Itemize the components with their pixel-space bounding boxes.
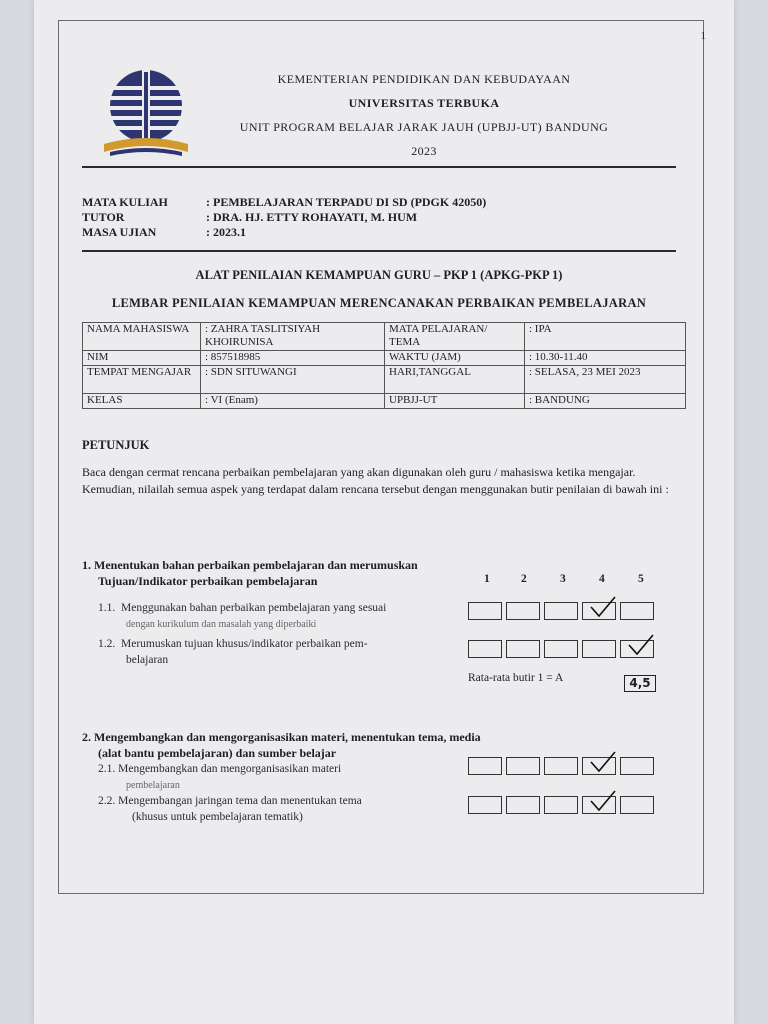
rating-box-4[interactable] — [582, 796, 616, 814]
name-label: NAMA MAHASISWA — [83, 323, 201, 351]
instructions-heading: PETUNJUK — [82, 438, 150, 452]
rating-box-2[interactable] — [506, 796, 540, 814]
scale-1: 1 — [484, 573, 490, 585]
rating-box-5[interactable] — [620, 602, 654, 620]
rating-boxes-1-1 — [468, 602, 654, 620]
unit-name: UNIT PROGRAM BELAJAR JARAK JAUH (UPBJJ-UT) BANDUNG — [239, 120, 609, 134]
check-mark-icon — [589, 750, 617, 774]
course-label: MATA KULIAH — [82, 195, 168, 209]
header-divider — [82, 166, 676, 168]
rating-box-4[interactable] — [582, 757, 616, 775]
place-label: TEMPAT MENGAJAR — [83, 366, 201, 394]
info-divider — [82, 250, 676, 252]
time-label: WAKTU (JAM) — [385, 351, 525, 366]
rating-box-5[interactable] — [620, 796, 654, 814]
rating-box-2[interactable] — [506, 757, 540, 775]
document-page — [34, 0, 734, 1024]
date-label: HARI,TANGGAL — [385, 366, 525, 394]
rating-box-2[interactable] — [506, 640, 540, 658]
university-logo-icon — [100, 66, 192, 162]
item-1-1 — [98, 600, 386, 633]
section-2-line-1: 2. Mengembangkan dan mengorganisasikan materi, menentukan tema, media — [82, 730, 481, 744]
rating-box-2[interactable] — [506, 602, 540, 620]
document-subtitle: LEMBAR PENILAIAN KEMAMPUAN MERENCANAKAN PERBAIKAN PEMBELAJARAN — [111, 296, 647, 310]
average-label: Rata-rata butir 1 = A — [468, 672, 564, 684]
item-1-2-text-2: belajaran — [126, 654, 169, 666]
upbjj-label: UPBJJ-UT — [385, 394, 525, 409]
item-2-2-text-2: (khusus untuk pembelajaran tematik) — [132, 811, 303, 823]
course-info — [82, 195, 486, 240]
header-year: 2023 — [411, 144, 437, 158]
tutor-label: TUTOR — [82, 210, 125, 224]
document-title: ALAT PENILAIAN KEMAMPUAN GURU – PKP 1 (APKG-PKP 1) — [195, 268, 563, 282]
rating-box-3[interactable] — [544, 640, 578, 658]
nim-value: : 857518985 — [201, 351, 385, 366]
place-value: : SDN SITUWANGI — [201, 366, 385, 394]
tutor-value: : DRA. HJ. ETTY ROHAYATI, M. HUM — [206, 210, 418, 224]
rating-box-3[interactable] — [544, 796, 578, 814]
check-mark-icon — [589, 789, 617, 813]
item-1-2 — [98, 636, 368, 668]
item-1-1-text-2: dengan kurikulum dan masalah yang diperbaiki — [126, 619, 317, 630]
section-1-line-1: 1. Menentukan bahan perbaikan pembelajaran dan merumuskan — [82, 558, 418, 572]
instructions-text: Baca dengan cermat rencana perbaikan pembelajaran yang akan digunakan oleh guru / mahasiswa ketika mengajar. Kemudian, nilailah semua aspek yang terdapat dalam rencana tersebut dengan menggunakan butir penilaian di bawah ini : — [82, 465, 669, 496]
rating-box-1[interactable] — [468, 602, 502, 620]
rating-box-5[interactable] — [620, 640, 654, 658]
rating-box-1[interactable] — [468, 796, 502, 814]
rating-boxes-1-2 — [468, 640, 654, 658]
average-value: 4,5 — [624, 675, 656, 692]
class-value: : VI (Enam) — [201, 394, 385, 409]
section-1-title — [82, 557, 418, 589]
scale-2: 2 — [521, 573, 527, 585]
rating-box-4[interactable] — [582, 640, 616, 658]
date-value: : SELASA, 23 MEI 2023 — [525, 366, 686, 394]
exam-period-value: : 2023.1 — [206, 225, 246, 239]
item-1-1-text: Menggunakan bahan perbaikan pembelajaran yang sesuai — [121, 602, 387, 614]
ministry-name: KEMENTERIAN PENDIDIKAN DAN KEBUDAYAAN — [277, 72, 571, 86]
item-2-2-text: Mengembangan jaringan tema dan menentukan tema — [118, 795, 362, 807]
page-number: 1 — [700, 30, 706, 42]
item-2-2 — [98, 793, 362, 825]
item-2-1-number: 2.1. — [98, 763, 116, 775]
time-value: : 10.30-11.40 — [525, 351, 686, 366]
university-name: UNIVERSITAS TERBUKA — [348, 96, 500, 110]
rating-box-3[interactable] — [544, 757, 578, 775]
scale-3: 3 — [560, 573, 566, 585]
check-mark-icon — [627, 633, 655, 657]
upbjj-value: : BANDUNG — [525, 394, 686, 409]
item-2-1-text: Mengembangkan dan mengorganisasikan materi — [118, 763, 342, 775]
item-2-1 — [98, 761, 341, 794]
section-1-line-2: Tujuan/Indikator perbaikan pembelajaran — [98, 574, 318, 588]
check-mark-icon — [589, 595, 617, 619]
rating-boxes-2-2 — [468, 796, 654, 814]
subject-label: MATA PELAJARAN/ TEMA — [385, 323, 525, 351]
name-value: : ZAHRA TASLITSIYAH KHOIRUNISA — [201, 323, 385, 351]
item-1-2-number: 1.2. — [98, 638, 116, 650]
item-1-1-number: 1.1. — [98, 602, 116, 614]
class-label: KELAS — [83, 394, 201, 409]
section-2-line-2: (alat bantu pembelajaran) dan sumber belajar — [98, 746, 337, 760]
nim-label: NIM — [83, 351, 201, 366]
rating-box-4[interactable] — [582, 602, 616, 620]
scale-5: 5 — [638, 573, 644, 585]
rating-boxes-2-1 — [468, 757, 654, 775]
scale-4: 4 — [599, 573, 605, 585]
exam-period-label: MASA UJIAN — [82, 225, 157, 239]
course-value: : PEMBELAJARAN TERPADU DI SD (PDGK 42050) — [206, 195, 487, 209]
item-1-2-text: Merumuskan tujuan khusus/indikator perbaikan pem- — [121, 638, 368, 650]
item-2-2-number: 2.2. — [98, 795, 116, 807]
rating-box-5[interactable] — [620, 757, 654, 775]
subject-value: : IPA — [525, 323, 686, 351]
item-2-1-text-2: pembelajaran — [126, 780, 180, 791]
identity-table — [82, 322, 686, 409]
rating-box-1[interactable] — [468, 757, 502, 775]
rating-box-1[interactable] — [468, 640, 502, 658]
rating-box-3[interactable] — [544, 602, 578, 620]
document-header — [214, 72, 634, 168]
section-2-title — [82, 729, 481, 761]
